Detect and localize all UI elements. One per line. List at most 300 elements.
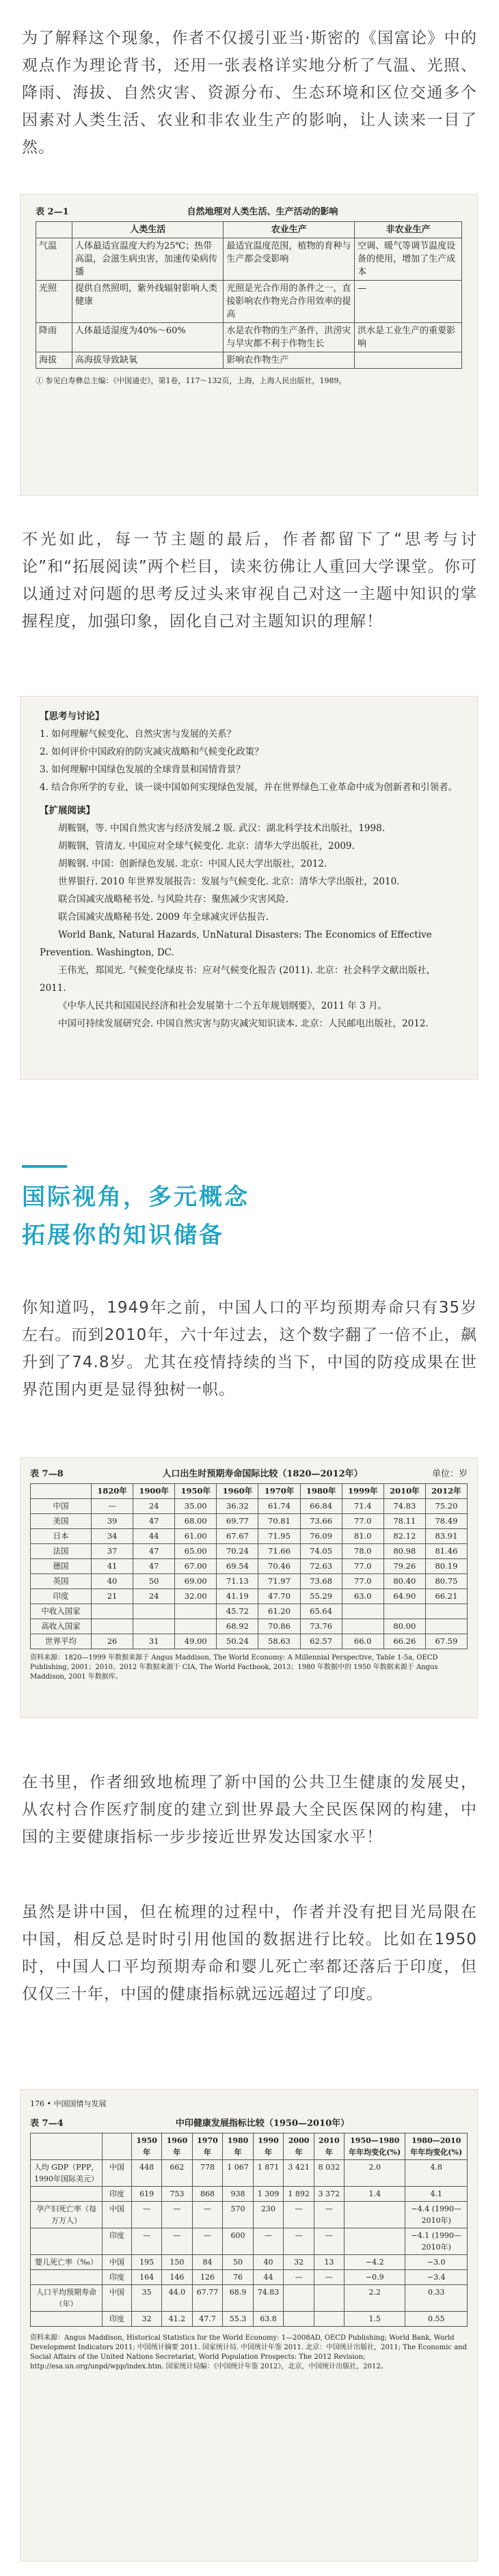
table-cell: 81.46 (425, 1544, 467, 1559)
table-header-row (36, 222, 462, 238)
table-caption (30, 2116, 468, 2129)
table-cell: 67.59 (425, 1634, 467, 1649)
table-cell: 婴儿死亡率（‰） (31, 2255, 103, 2270)
table-cell: 44 (133, 1529, 175, 1544)
table-cell: 印度 (103, 2270, 132, 2285)
table-cell: 80.75 (425, 1574, 467, 1589)
table-header-cell: 农业生产 (224, 222, 355, 238)
table-cell: 570 (223, 2202, 253, 2228)
section-title-line2: 拓展你的知识储备 (22, 1222, 224, 1249)
table-header-cell: 1820年 (92, 1484, 133, 1499)
life-expectancy-table (30, 1483, 468, 1649)
table-cell: 35 (132, 2285, 162, 2312)
table-cell: 619 (132, 2187, 162, 2202)
table-cell: 德国 (31, 1559, 92, 1574)
table-cell: 753 (162, 2187, 192, 2202)
table-cell: 24 (133, 1589, 175, 1604)
table-cell: 光照是光合作用的条件之一，直接影响农作物光合作用效率的提高 (224, 281, 355, 323)
table-cell: 47.70 (258, 1589, 300, 1604)
table-cell: 73.66 (300, 1514, 342, 1529)
table-unit: 单位：岁 (431, 1469, 468, 1479)
table-cell: 32.00 (175, 1589, 217, 1604)
table-header-row (31, 2133, 468, 2160)
table-cell: 13 (314, 2255, 344, 2270)
table-cell: 洪水是工业生产的重要影响 (355, 323, 462, 352)
table-title: 中印健康发展指标比较（1950—2010年） (175, 2118, 350, 2129)
table-cell: 印度 (103, 2312, 132, 2327)
table-cell: 0.33 (405, 2285, 468, 2312)
table-header-cell: 1960年 (217, 1484, 258, 1499)
table-cell: 80.00 (383, 1619, 425, 1634)
table-header-cell: 2010年 (314, 2133, 344, 2160)
table-cell: 50 (133, 1574, 175, 1589)
life-expectancy-table-image (21, 1458, 477, 1718)
table-title: 人口出生时预期寿命国际比较（1820—2012年） (162, 1469, 363, 1479)
table-caption (30, 1466, 468, 1479)
table-row (31, 1634, 468, 1649)
table-cell: 71.97 (258, 1574, 300, 1589)
table-cell: 84 (192, 2255, 223, 2270)
list-item: 王伟光，郑国光. 气候变化绿皮书：应对气候变化报告 (2011). 北京：社会科学文献出版社，2011. (40, 965, 436, 994)
table-cell: 44 (253, 2270, 284, 2285)
table-row (31, 1619, 468, 1634)
table-header-cell: 1950年 (132, 2133, 162, 2160)
table-cell: 34 (92, 1529, 133, 1544)
table-cell: 64.90 (383, 1589, 425, 1604)
table-cell: 77.0 (342, 1559, 383, 1574)
table-cell: 50 (223, 2255, 253, 2270)
table-cell: 气温 (36, 238, 72, 281)
table-row (31, 2160, 468, 2187)
table-cell: 62.57 (300, 1634, 342, 1649)
table-cell: 67.00 (175, 1559, 217, 1574)
table-cell: 高海拔导致缺氧 (72, 352, 224, 369)
table-cell: 水是农作物的生产条件，洪涝灾与旱灾都不利于作物生长 (224, 323, 355, 352)
table-cell: 40 (92, 1574, 133, 1589)
table-header-cell (31, 1484, 92, 1499)
table-cell (31, 2228, 103, 2255)
table-cell: 69.00 (175, 1574, 217, 1589)
table-header-cell: 2010年 (383, 1484, 425, 1499)
table-cell: 44.0 (162, 2285, 192, 2312)
table-cell: 71.13 (217, 1574, 258, 1589)
paragraph-comparison: 虽然是讲中国，但在梳理的过程中，作者并没有把目光局限在中国，相反总是时时引用他国的数据进行比较。比如在1950时，中国人口平均预期寿命和婴儿死亡率都还落后于印度，但仅仅三十年，中国的健康指标就远远超过了印度。 (22, 1903, 477, 2003)
table-cell: 78.0 (342, 1544, 383, 1559)
table-cell: 3 372 (314, 2187, 344, 2202)
table-cell: 50.24 (217, 1634, 258, 1649)
table-cell: 74.83 (253, 2285, 284, 2312)
discussion-list (40, 725, 458, 796)
table-cell: 68.00 (175, 1514, 217, 1529)
table-cell: 600 (223, 2228, 253, 2255)
discussion-reading-image (21, 697, 477, 1079)
table-cell: — (162, 2202, 192, 2228)
table-cell: 1.5 (345, 2312, 405, 2327)
table-cell (345, 2202, 405, 2228)
page-header: 176 • 中国国情与发展 (30, 2099, 107, 2108)
table-cell: 1 309 (253, 2187, 284, 2202)
table-cell: 1.4 (345, 2187, 405, 2202)
table-cell: 68.9 (223, 2285, 253, 2312)
list-item: 1. 如何理解气候变化、自然灾害与发展的关系？ (40, 729, 237, 740)
table-cell: 71.95 (258, 1529, 300, 1544)
table-cell: 68.92 (217, 1619, 258, 1634)
table-row (31, 2285, 468, 2312)
table-cell: 69.54 (217, 1559, 258, 1574)
natural-geography-table-image (21, 195, 477, 495)
table-cell: 70.86 (258, 1619, 300, 1634)
table-cell: — (284, 2228, 314, 2255)
table-cell (31, 2187, 103, 2202)
table-header-cell: 2000年 (284, 2133, 314, 2160)
table-cell: 提供自然照明，紫外线辐射影响人类健康 (72, 281, 224, 323)
table-cell: 1 067 (223, 2160, 253, 2187)
table-cell: 73.76 (300, 1619, 342, 1634)
table-cell: 77.0 (342, 1514, 383, 1529)
table-cell: 美国 (31, 1514, 92, 1529)
table-cell (342, 1604, 383, 1619)
table-cell: 32 (284, 2255, 314, 2270)
table-cell: 66.21 (425, 1589, 467, 1604)
table-cell: 中国 (103, 2160, 132, 2187)
table-cell: 66.0 (342, 1634, 383, 1649)
paragraph-discussion-intro: 不光如此，每一节主题的最后，作者都留下了“思考与讨论”和“拓展阅读”两个栏目，读来彷佛让人重回大学课堂。你可以通过对问题的思考反过头来审视自己对这一主题中知识的掌握程度，加强印象，固化自己对主题知识的理解！ (22, 531, 477, 630)
table-cell: 65.64 (300, 1604, 342, 1619)
table-header-cell: 非农业生产 (355, 222, 462, 238)
reading-heading: 【扩展阅读】 (40, 805, 95, 816)
table-cell (31, 2270, 103, 2285)
table-cell (92, 1604, 133, 1619)
table-cell (383, 1604, 425, 1619)
table-header-cell: 1970年 (192, 2133, 223, 2160)
table-cell (92, 1619, 133, 1634)
table-header-cell: 1980年 (223, 2133, 253, 2160)
table-cell (425, 1604, 467, 1619)
table-cell: 中收入国家 (31, 1604, 92, 1619)
table-cell: 印度 (31, 1589, 92, 1604)
reading-list (40, 820, 458, 1033)
table-cell: 24 (133, 1499, 175, 1514)
table-cell: 164 (132, 2270, 162, 2285)
table-cell: 中国 (103, 2285, 132, 2312)
table-cell: 世界平均 (31, 1634, 92, 1649)
table-cell: 2.0 (345, 2160, 405, 2187)
table-cell: — (162, 2228, 192, 2255)
table-cell (133, 1619, 175, 1634)
table-row (31, 1514, 468, 1529)
table-cell: 4.1 (405, 2187, 468, 2202)
table-cell: 人均 GDP（PPP，1990年国际美元） (31, 2160, 103, 2187)
table-cell: — (314, 2202, 344, 2228)
table-cell: 36.32 (217, 1499, 258, 1514)
table-cell: 39 (92, 1514, 133, 1529)
table-cell: 70.24 (217, 1544, 258, 1559)
table-cell: 868 (192, 2187, 223, 2202)
table-cell: 83.91 (425, 1529, 467, 1544)
table-header-cell: 1980年 (300, 1484, 342, 1499)
table-cell: 中国 (103, 2255, 132, 2270)
table-cell (355, 352, 462, 369)
list-item: 胡鞍钢. 中国：创新绿色发展. 北京：中国人民大学出版社，2012. (58, 858, 327, 869)
table-cell: 41 (92, 1559, 133, 1574)
table-cell: 66.84 (300, 1499, 342, 1514)
table-cell: 66.26 (383, 1634, 425, 1649)
table-cell: 中国 (103, 2202, 132, 2228)
table-cell: 孕产妇死亡率（每万万人） (31, 2202, 103, 2228)
table-cell: −0.9 (345, 2270, 405, 2285)
table-footnote: 资料来源：1820—1999 年数据来源于 Angus Maddison, The World Economy: A Millennial Perspective, Table 1-5a, OECD Publishing, 2001；2010、2012 年数据来源于 CIA, The World Factbook, 2013；1980 年数据中的 1950 年数据来源于 Angus Maddison, 2001 年数据库。 (30, 1654, 438, 1681)
table-cell: 21 (92, 1589, 133, 1604)
table-cell: −3.0 (405, 2255, 468, 2270)
table-cell: 80.19 (425, 1559, 467, 1574)
table-cell: 61.20 (258, 1604, 300, 1619)
table-cell (133, 1604, 175, 1619)
table-cell: −4.1 (1990—2010年) (405, 2228, 468, 2255)
table-header-cell (103, 2133, 132, 2160)
list-item: 《中华人民共和国国民经济和社会发展第十二个五年规划纲要》，2011 年 3 月。 (58, 1000, 388, 1011)
table-cell: 73.68 (300, 1574, 342, 1589)
table-cell: 448 (132, 2160, 162, 2187)
table-cell: 70.81 (258, 1514, 300, 1529)
table-cell: 高收入国家 (31, 1619, 92, 1634)
list-item: 世界银行. 2010 年世界发展报告：发展与气候变化. 北京：清华大学出版社，2010. (58, 876, 400, 887)
table-header-cell: 人类生活 (72, 222, 224, 238)
table-row (31, 2312, 468, 2327)
table-cell: 69.77 (217, 1514, 258, 1529)
table-header-cell: 2012年 (425, 1484, 467, 1499)
table-header-cell: 1999年 (342, 1484, 383, 1499)
list-item: 中国可持续发展研究会. 中国自然灾害与防灾减灾知识读本. 北京：人民邮电出版社，2012. (58, 1018, 429, 1029)
table-cell: 31 (133, 1634, 175, 1649)
table-cell: 3 421 (284, 2160, 314, 2187)
table-cell: 61.00 (175, 1529, 217, 1544)
table-cell: 71.66 (258, 1544, 300, 1559)
table-cell: — (132, 2202, 162, 2228)
table-cell: 45.72 (217, 1604, 258, 1619)
table-header-cell: 1900年 (133, 1484, 175, 1499)
table-header-cell: 1950年 (175, 1484, 217, 1499)
table-cell: −4.2 (345, 2255, 405, 2270)
table-cell: 37 (92, 1544, 133, 1559)
table-row (36, 238, 462, 281)
list-item: World Bank, Natural Hazards, UnNatural Disasters: The Economics of Effective Prevention. Washington, DC. (40, 929, 432, 958)
table-row (31, 1544, 468, 1559)
table-cell (314, 2285, 344, 2312)
table-cell: 74.05 (300, 1544, 342, 1559)
table-header-cell: 1990年 (253, 2133, 284, 2160)
table-footnote: 资料来源：Angus Maddison, Historical Statistics for the World Economy: 1—2008AD, OECD Publishing; World Bank, World Development Indicators 2011; 中国统计摘要 2011. 国家统计局. 中国统计年鉴 2011. 北京：中国统计出版社，2011; The Economic and Social Affairs of the United Nations Secretariat, World Population Prospects: The 2012 Revision; http://esa.un.org/unpd/wpp/index.htm. 国家统计局编：《中国统计年鉴 2012》，北京，中国统计出版社，2012。 (30, 2334, 468, 2370)
table-cell: 中国 (31, 1499, 92, 1514)
table-header-row (31, 1484, 468, 1499)
table-cell: 1 892 (284, 2187, 314, 2202)
table-cell (314, 2312, 344, 2327)
section-divider (22, 1165, 67, 1168)
table-cell: 法国 (31, 1544, 92, 1559)
intro-paragraph: 为了解释这个现象，作者不仅援引亚当·斯密的《国富论》中的观点作为理论背书，还用一张表格详实地分析了气温、光照、降雨、海拔、自然灾害、资源分布、生态环境和区位交通多个因素对人类生活、农业和非农业生产的影响，让人读来一目了然。 (22, 29, 477, 156)
table-cell: 78.11 (383, 1514, 425, 1529)
table-label: 表 2—1 (36, 207, 69, 217)
table-cell: 55.3 (223, 2312, 253, 2327)
table-cell: 人口平均预期寿命（年） (31, 2285, 103, 2312)
table-cell: 126 (192, 2270, 223, 2285)
table-row (31, 1559, 468, 1574)
list-item: 2. 如何评价中国政府的防灾减灾战略和气候变化政策？ (40, 746, 264, 757)
table-cell: 光照 (36, 281, 72, 323)
table-cell: — (92, 1499, 133, 1514)
table-cell: 76 (223, 2270, 253, 2285)
table-cell: 662 (162, 2160, 192, 2187)
table-cell: 26 (92, 1634, 133, 1649)
china-india-table-image (21, 2090, 477, 2561)
table-cell: 80.40 (383, 1574, 425, 1589)
table-cell: 2.2 (345, 2285, 405, 2312)
table-cell: 146 (162, 2270, 192, 2285)
table-cell: 77.0 (342, 1574, 383, 1589)
natural-geography-table (36, 221, 462, 369)
paragraph-public-health: 在书里，作者细致地梳理了新中国的公共卫生健康的发展史，从农村合作医疗制度的建立到世界最大全民医保网的构建，中国的主要健康指标一步步接近世界发达国家水平！ (22, 1774, 477, 1846)
table-cell: — (314, 2270, 344, 2285)
table-cell: 人体最适宜温度大约为25℃；热带高温，会滋生病虫害，加速传染病传播 (72, 238, 224, 281)
table-cell: — (192, 2228, 223, 2255)
table-cell: — (314, 2228, 344, 2255)
table-cell: 41.19 (217, 1589, 258, 1604)
table-header-cell: 1950—1980年年均变化(%) (345, 2133, 405, 2160)
table-cell: — (132, 2228, 162, 2255)
table-cell: 70.46 (258, 1559, 300, 1574)
table-cell: 79.26 (383, 1559, 425, 1574)
table-title: 自然地理对人类生活、生产活动的影响 (187, 207, 338, 217)
table-cell: 8 032 (314, 2160, 344, 2187)
table-cell: 938 (223, 2187, 253, 2202)
table-row (31, 1589, 468, 1604)
table-cell: — (355, 281, 462, 323)
list-item: 联合国减灾战略秘书处. 与风险共存：聚焦减少灾害风险. (58, 894, 288, 905)
table-row (31, 2255, 468, 2270)
table-cell: 75.20 (425, 1499, 467, 1514)
table-cell (345, 2228, 405, 2255)
table-cell: 41.2 (162, 2312, 192, 2327)
table-cell: 63.0 (342, 1589, 383, 1604)
table-cell: 日本 (31, 1529, 92, 1544)
table-cell: 230 (253, 2202, 284, 2228)
china-india-table (30, 2133, 468, 2327)
table-row (31, 1529, 468, 1544)
table-cell: 80.98 (383, 1544, 425, 1559)
table-cell: 81.0 (342, 1529, 383, 1544)
table-row (36, 323, 462, 352)
table-row (31, 2228, 468, 2255)
table-cell: 印度 (103, 2228, 132, 2255)
table-cell: 英国 (31, 1574, 92, 1589)
table-cell: 78.49 (425, 1514, 467, 1529)
table-cell: — (284, 2202, 314, 2228)
table-row (31, 1499, 468, 1514)
table-label: 表 7—8 (30, 1469, 64, 1479)
table-cell: 降雨 (36, 323, 72, 352)
table-cell: 49.00 (175, 1634, 217, 1649)
table-cell: 空调、暖气等调节温度设备的使用，增加了生产成本 (355, 238, 462, 281)
table-cell: 150 (162, 2255, 192, 2270)
table-row (36, 352, 462, 369)
list-item: 3. 如何理解中国绿色发展的全球背景和国情背景？ (40, 764, 245, 775)
table-row (31, 2187, 468, 2202)
table-cell: 47 (133, 1559, 175, 1574)
table-cell: 47.7 (192, 2312, 223, 2327)
table-header-cell: 1960年 (162, 2133, 192, 2160)
table-cell: 61.74 (258, 1499, 300, 1514)
list-item: 胡鞍钢，管清友. 中国应对全球气候变化. 北京：清华大学出版社，2009. (58, 841, 355, 852)
table-cell: — (192, 2202, 223, 2228)
table-row (36, 281, 462, 323)
table-cell: −3.4 (405, 2270, 468, 2285)
table-cell: 32 (132, 2312, 162, 2327)
table-label: 表 7—4 (30, 2118, 64, 2129)
table-cell: 82.12 (383, 1529, 425, 1544)
table-cell: 58.63 (258, 1634, 300, 1649)
table-cell: 35.00 (175, 1499, 217, 1514)
discussion-heading: 【思考与讨论】 (40, 711, 105, 722)
table-cell: 47 (133, 1544, 175, 1559)
table-cell (284, 2285, 314, 2312)
table-cell (175, 1619, 217, 1634)
table-row (31, 1574, 468, 1589)
table-row (31, 2270, 468, 2285)
table-cell: 67.67 (217, 1529, 258, 1544)
table-header-cell (36, 222, 72, 238)
table-header-cell: 1970年 (258, 1484, 300, 1499)
table-cell: 74.83 (383, 1499, 425, 1514)
table-cell (342, 1619, 383, 1634)
table-cell: −4.4 (1990—2010年) (405, 2202, 468, 2228)
table-cell: 47 (133, 1514, 175, 1529)
table-cell: 778 (192, 2160, 223, 2187)
paragraph-life-expectancy: 你知道吗，1949年之前，中国人口的平均预期寿命只有35岁左右。而到2010年，六十年过去，这个数字翻了一倍不止，飙升到了74.8岁。尤其在疫情持续的当下，中国的防疫成果在世界范围内更是显得独树一帜。 (22, 1299, 477, 1399)
table-cell: 1 871 (253, 2160, 284, 2187)
table-cell (31, 2312, 103, 2327)
table-cell: 72.63 (300, 1559, 342, 1574)
table-cell: 4.8 (405, 2160, 468, 2187)
table-cell: 0.55 (405, 2312, 468, 2327)
table-cell: 人体最适湿度为40%～60% (72, 323, 224, 352)
table-cell (284, 2312, 314, 2327)
table-caption (36, 204, 462, 217)
table-cell: 67.77 (192, 2285, 223, 2312)
table-cell: 76.09 (300, 1529, 342, 1544)
table-cell: 195 (132, 2255, 162, 2270)
table-row (31, 1604, 468, 1619)
list-item: 4. 结合你所学的专业，谈一谈中国如何实现绿色发展，并在世界绿色工业革命中成为创新者和引领者。 (40, 782, 458, 793)
table-cell: — (253, 2228, 284, 2255)
table-cell: 最适宜温度范围，植物的育种与生产都会受影响 (224, 238, 355, 281)
table-row (31, 2202, 468, 2228)
table-cell: 55.29 (300, 1589, 342, 1604)
table-cell: 65.00 (175, 1544, 217, 1559)
table-cell: — (284, 2270, 314, 2285)
table-header-cell (31, 2133, 103, 2160)
table-cell: 71.4 (342, 1499, 383, 1514)
table-header-cell: 1980—2010年年均变化(%) (405, 2133, 468, 2160)
table-cell: 63.8 (253, 2312, 284, 2327)
table-cell: 印度 (103, 2187, 132, 2202)
table-cell (425, 1619, 467, 1634)
table-cell: 海拔 (36, 352, 72, 369)
table-footnote: ① 参见白寿彝总主编：《中国通史》，第1卷，117～132页，上海，上海人民出版社，1989。 (36, 376, 347, 385)
list-item: 胡鞍钢，等. 中国自然灾害与经济发展.2 版. 武汉：湖北科学技术出版社，1998. (58, 823, 385, 834)
table-cell (175, 1604, 217, 1619)
table-cell: 40 (253, 2255, 284, 2270)
list-item: 联合国减灾战略秘书处. 2009 年全球减灾评估报告. (58, 912, 269, 923)
section-title-line1: 国际视角，多元概念 (22, 1184, 250, 1211)
